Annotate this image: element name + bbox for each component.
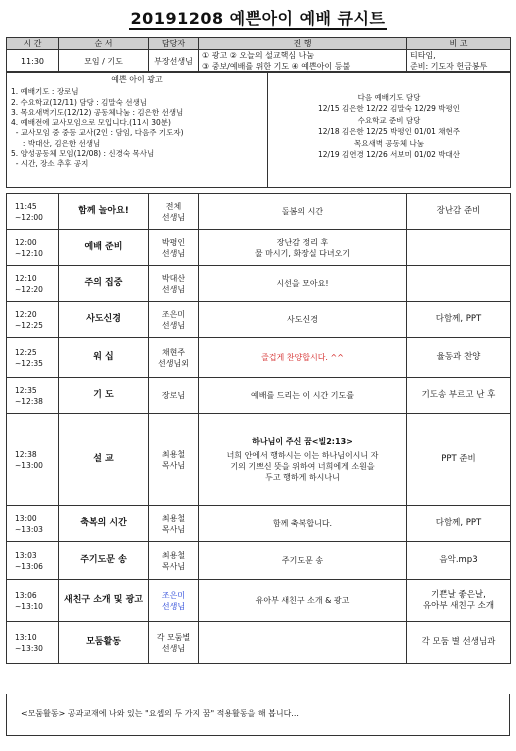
- notice-line: 4. 예배전에 교사모임으로 모입니다.(11시 30분): [11, 118, 171, 128]
- time-end: ~13:30: [15, 643, 43, 653]
- time-start: 12:35: [15, 385, 37, 395]
- row-person: [149, 338, 199, 378]
- time-end: ~13:06: [15, 561, 43, 571]
- col-note-header: 비 고: [407, 38, 511, 50]
- row-time: [7, 338, 59, 378]
- row-order-name: 주의 집중: [59, 266, 149, 302]
- row-time: [7, 194, 59, 230]
- duty-line: 12/18 김은한 12/25 박평인 01/01 채현주: [318, 127, 460, 137]
- schedule-row: [7, 378, 511, 414]
- sermon-verse-line: 기의 기쁘신 뜻을 위하여 너희에게 소원을: [230, 462, 375, 471]
- time-start: 12:20: [15, 309, 37, 319]
- prep-note: [407, 50, 511, 73]
- time-start: 13:10: [15, 632, 37, 642]
- person-line1: 조은미: [161, 309, 186, 319]
- content-line: 유아부 새친구 소개 & 광고: [255, 596, 350, 605]
- time-start: 13:00: [15, 513, 37, 523]
- notice-line: - 시간, 장소 추후 공지: [11, 159, 89, 169]
- row-time: [7, 542, 59, 580]
- content-line: 사도신경: [287, 315, 318, 324]
- person-line2: 선생님외: [158, 358, 189, 368]
- col-order-header: 순 서: [59, 38, 149, 50]
- row-note: [407, 266, 511, 302]
- row-person: [149, 542, 199, 580]
- person-line2: 선생님: [161, 320, 186, 330]
- note-line: 각 모둠 별 선생님과: [421, 637, 496, 647]
- note-line: 율동과 찬양: [436, 352, 481, 362]
- row-note: [407, 302, 511, 338]
- time-start: 12:38: [15, 449, 37, 459]
- row-content: [199, 542, 407, 580]
- time-start: 11:45: [15, 201, 37, 211]
- time-start: 13:06: [15, 590, 37, 600]
- person-line1: 각 모둠별: [156, 632, 191, 642]
- note-line: 기쁜날 좋은날,: [431, 589, 486, 600]
- row-order-name: 예배 준비: [59, 230, 149, 266]
- note-line: 음악.mp3: [439, 555, 478, 565]
- person-line2: 목사님: [161, 561, 186, 571]
- col-person-header: 담당자: [149, 38, 199, 50]
- row-note: [407, 194, 511, 230]
- row-person: [149, 302, 199, 338]
- note-line: 다함께, PPT: [435, 314, 482, 324]
- row-content: [199, 302, 407, 338]
- content-line: 시선을 모아요!: [276, 279, 329, 288]
- col-time-header: 시 간: [7, 38, 59, 50]
- person-line1: 전체: [165, 201, 182, 211]
- person-line2: 선생님: [161, 248, 186, 258]
- time-end: ~13:10: [15, 601, 43, 611]
- row-note: [407, 506, 511, 542]
- person-line1: 박대산: [161, 273, 186, 283]
- duty-heading: 수요학교 준비 담당: [357, 115, 421, 125]
- row-order-name: 설 교: [59, 414, 149, 506]
- row-order-name: 기 도: [59, 378, 149, 414]
- row-time: [7, 580, 59, 622]
- notice-right: [268, 72, 511, 188]
- schedule-row: [7, 266, 511, 302]
- person-line1: 채현주: [161, 347, 186, 357]
- duty-heading: 다음 예배기도 담당: [357, 93, 421, 102]
- row-note: [407, 414, 511, 506]
- time-start: 12:10: [15, 273, 37, 283]
- prep-note-line2: 준비: 기도자 헌금봉투: [410, 62, 488, 71]
- content-line: 주기도문 송: [281, 556, 324, 565]
- row-order-name: 사도신경: [59, 302, 149, 338]
- note-line: 다함께, PPT: [435, 518, 482, 528]
- prep-note-line1: 티타임,: [410, 51, 436, 60]
- prep-order: 모임 / 기도: [59, 50, 149, 73]
- time-end: ~12:10: [15, 248, 43, 258]
- person-line1: 장로님: [161, 391, 186, 400]
- col-progress-header: 진 행: [199, 38, 407, 50]
- prep-person: 부장선생님: [149, 50, 199, 73]
- prep-progress: [199, 50, 407, 73]
- row-note: [407, 542, 511, 580]
- notice-line: 2. 수요학교(12/11) 담당 : 김말숙 선생님: [11, 97, 148, 107]
- prep-time: 11:30: [7, 50, 59, 73]
- row-person: [149, 378, 199, 414]
- content-line: 돌봄의 시간: [281, 207, 324, 216]
- person-line2: 목사님: [161, 524, 186, 534]
- content-line: 장난감 정리 후: [276, 237, 329, 247]
- row-content: [199, 338, 407, 378]
- duty-heading: 목요새벽 공동체 나눔: [354, 138, 424, 148]
- row-content: [199, 506, 407, 542]
- person-line2: 선생님: [161, 643, 186, 653]
- row-order-name: 축복의 시간: [59, 506, 149, 542]
- person-line1: 박평인: [161, 237, 186, 247]
- notice-line: 3. 목요새벽기도(12/12) 공동체나눔 : 김은한 선생님: [11, 107, 184, 117]
- row-content: [199, 266, 407, 302]
- note-line: 장난감 준비: [436, 206, 481, 216]
- row-note: [407, 378, 511, 414]
- duty-line: 12/15 김은한 12/22 김말숙 12/29 박평인: [318, 104, 460, 114]
- row-order-name: 모둠활동: [59, 622, 149, 664]
- person-line1: 최용철: [161, 550, 186, 560]
- row-content: [199, 622, 407, 664]
- time-end: ~12:25: [15, 320, 43, 330]
- duty-line: 12/19 김연경 12/26 서보미 01/02 박대산: [318, 150, 460, 160]
- content-line: 물 마시기, 화장실 다녀오기: [254, 248, 351, 258]
- row-order-name: 주기도문 송: [59, 542, 149, 580]
- row-note: [407, 338, 511, 378]
- row-order-name: 새친구 소개 및 광고: [59, 580, 149, 622]
- note-line: PPT 준비: [441, 454, 476, 464]
- row-time: [7, 230, 59, 266]
- notice-line: - 교사모임 중 중등 교사(2인 : 담임, 다음주 기도자): [11, 128, 184, 138]
- schedule-row: [7, 302, 511, 338]
- header-table: [6, 37, 511, 73]
- schedule-row: [7, 542, 511, 580]
- schedule-row: [7, 230, 511, 266]
- person-line1: 최용철: [161, 513, 186, 523]
- row-person: [149, 266, 199, 302]
- time-end: ~12:00: [15, 212, 43, 222]
- time-start: 13:03: [15, 550, 37, 560]
- row-content: [199, 378, 407, 414]
- note-line: 기도송 부르고 난 후: [421, 390, 496, 400]
- notice-line: : 박대산, 김은한 선생님: [11, 138, 101, 148]
- row-content: [199, 414, 407, 506]
- person-line2: 선생님: [161, 284, 186, 294]
- row-order-name: 함께 놀아요!: [59, 194, 149, 230]
- note-line: 유아부 새친구 소개: [422, 600, 495, 611]
- schedule-row: [7, 506, 511, 542]
- time-end: ~13:03: [15, 524, 43, 534]
- row-time: [7, 622, 59, 664]
- row-time: [7, 266, 59, 302]
- row-order-name: 워 십: [59, 338, 149, 378]
- row-person: [149, 506, 199, 542]
- row-content: [199, 194, 407, 230]
- person-line1: 최용철: [161, 449, 186, 459]
- notice-heading: 예쁜 아이 광고: [111, 75, 163, 84]
- row-content: [199, 230, 407, 266]
- sermon-title: 하나님이 주신 꿈<빌2:13>: [252, 437, 353, 446]
- notice-left: [7, 72, 268, 188]
- time-start: 12:25: [15, 347, 37, 357]
- prep-progress-line2: ③ 중보/예배를 위한 기도 ④ 예쁜아이 등불: [202, 62, 351, 71]
- row-time: [7, 378, 59, 414]
- person-line2: 목사님: [161, 460, 186, 470]
- time-end: ~12:35: [15, 358, 43, 368]
- time-end: ~12:38: [15, 396, 43, 406]
- schedule-row: [7, 338, 511, 378]
- person-line2: 선생님: [161, 601, 186, 611]
- row-person: [149, 194, 199, 230]
- row-person: [149, 414, 199, 506]
- schedule-row: [7, 622, 511, 664]
- time-start: 12:00: [15, 237, 37, 247]
- sermon-verse-line: 너희 안에서 행하시는 이는 하나님이시니 자: [226, 451, 379, 460]
- row-person: [149, 580, 199, 622]
- schedule-row: [7, 194, 511, 230]
- prep-progress-line1: ① 광고 ② 오늘의 설교핵심 나눔: [202, 51, 315, 60]
- notice-box: [6, 71, 511, 188]
- person-line2: 선생님: [161, 212, 186, 222]
- row-note: [407, 230, 511, 266]
- row-time: [7, 506, 59, 542]
- row-note: [407, 580, 511, 622]
- sermon-verse-line: 두고 행하게 하시나니: [265, 473, 340, 482]
- schedule-table: [6, 193, 511, 664]
- row-time: [7, 414, 59, 506]
- time-end: ~12:20: [15, 284, 43, 294]
- row-person: [149, 622, 199, 664]
- row-time: [7, 302, 59, 338]
- page-title: 20191208 예쁜아이 예배 큐시트: [130, 9, 386, 28]
- person-line1: 조은미: [161, 590, 186, 600]
- row-note: [407, 622, 511, 664]
- notice-line: 5. 양성공동체 모임(12/08) : 신경숙 목사님: [11, 149, 155, 159]
- content-line: 함께 축복합니다.: [272, 519, 333, 528]
- notice-line: 1. 예배기도 : 장로님: [11, 87, 79, 97]
- content-line: 즐겁게 찬양합시다. ^^: [261, 353, 344, 362]
- schedule-row: [7, 414, 511, 506]
- time-end: ~13:00: [15, 460, 43, 470]
- row-content: [199, 580, 407, 622]
- row-person: [149, 230, 199, 266]
- schedule-row: [7, 580, 511, 622]
- footer-note: <모둠활동> 공과교재에 나와 있는 "요셉의 두 가지 꿈" 적용활동을 해 봅니다...: [6, 694, 510, 736]
- content-line: 예배를 드리는 이 시간 기도를: [251, 391, 354, 400]
